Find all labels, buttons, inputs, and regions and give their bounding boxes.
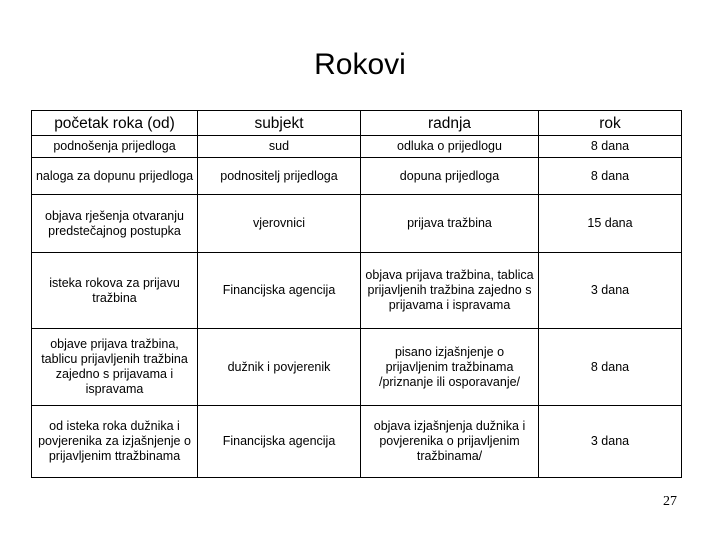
- header-subject: subjekt: [198, 111, 361, 136]
- slide-title: Rokovi: [314, 48, 406, 81]
- table-cell: odluka o prijedlogu: [361, 136, 539, 158]
- table-header-row: [32, 111, 682, 136]
- header-deadline: rok: [539, 111, 682, 136]
- table-cell: dopuna prijedloga: [361, 158, 539, 195]
- table-cell: 15 dana: [539, 195, 682, 253]
- table-cell: isteka rokova za prijavu tražbina: [32, 253, 198, 329]
- table-row: [32, 136, 682, 158]
- table-cell: objava prijava tražbina, tablica prijavljenih tražbina zajedno s prijavama i ispravama: [361, 253, 539, 329]
- table-row: [32, 158, 682, 195]
- header-start-of-period: početak roka (od): [32, 111, 198, 136]
- page-number: 27: [663, 494, 677, 509]
- table-cell: Financijska agencija: [198, 253, 361, 329]
- table-cell: vjerovnici: [198, 195, 361, 253]
- table-cell: 8 dana: [539, 158, 682, 195]
- deadlines-table: [31, 110, 682, 478]
- table-cell: objave prijava tražbina, tablicu prijavljenih tražbina zajedno s prijavama i ispravama: [32, 329, 198, 406]
- table-row: [32, 195, 682, 253]
- table-cell: objava rješenja otvaranju predstečajnog postupka: [32, 195, 198, 253]
- table-cell: 3 dana: [539, 406, 682, 478]
- table-cell: prijava tražbina: [361, 195, 539, 253]
- table-cell: 8 dana: [539, 136, 682, 158]
- table-row: [32, 329, 682, 406]
- table-row: [32, 406, 682, 478]
- table-cell: Financijska agencija: [198, 406, 361, 478]
- header-action: radnja: [361, 111, 539, 136]
- table-cell: pisano izjašnjenje o prijavljenim tražbinama /priznanje ili osporavanje/: [361, 329, 539, 406]
- table-cell: 3 dana: [539, 253, 682, 329]
- table-cell: podnošenja prijedloga: [32, 136, 198, 158]
- table-cell: dužnik i povjerenik: [198, 329, 361, 406]
- table-cell: 8 dana: [539, 329, 682, 406]
- table-cell: od isteka roka dužnika i povjerenika za izjašnjenje o prijavljenim ttražbinama: [32, 406, 198, 478]
- table-row: [32, 253, 682, 329]
- table-cell: podnositelj prijedloga: [198, 158, 361, 195]
- table-cell: sud: [198, 136, 361, 158]
- table-cell: objava izjašnjenja dužnika i povjerenika o prijavljenim tražbinama/: [361, 406, 539, 478]
- table-cell: naloga za dopunu prijedloga: [32, 158, 198, 195]
